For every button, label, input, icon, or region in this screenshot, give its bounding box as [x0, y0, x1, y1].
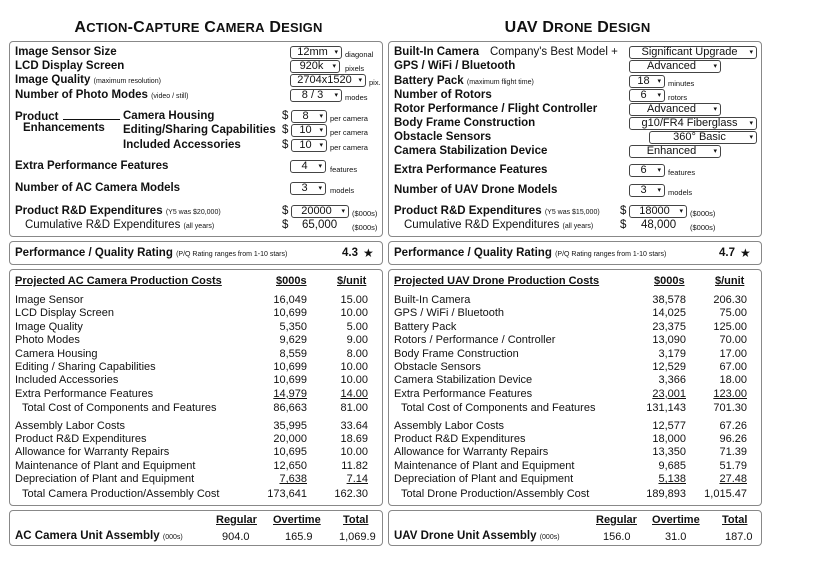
camera-design-panel: Image Sensor Size 12mm ▾ diagonal LCD Display Screen 920k ▾ pixels Image Quality (maximum resolution) 2704x1520 ▾ pix. Number of Photo Modes (video / still) 8 / 3 ▾ modes Product Enhancements Camera Housing $ 8 ▾ per camera Editing/Sharing Capabilities $ 10 ▾ per camera Included Accessories $ 10 ▾ per camera Extra Performance Features 4 ▾ features Number of AC Camera Models 3 ▾ models Product R&D Expenditures (Y5 was $20,000) $ 20000 ▾ ($000s) Cumulative R&D Expenditures (all years) $ 65,000 ($000s): [9, 41, 383, 237]
row-thousands: 9,629: [279, 334, 307, 347]
rd-select[interactable]: 18000 ▾: [629, 205, 687, 218]
star-icon: ★: [740, 246, 751, 260]
battery-select[interactable]: 18 ▾: [629, 75, 665, 88]
cumulative-rd-label: Cumulative R&D Expenditures (all years): [404, 219, 594, 231]
drone-rating-panel: [388, 241, 762, 265]
row-thousands: 35,995: [273, 419, 307, 432]
row-per-unit: 123.00: [713, 387, 747, 400]
table-row: [389, 403, 761, 415]
row-per-unit: 18.00: [719, 374, 747, 387]
chevron-down-icon: ▾: [657, 187, 661, 194]
body-label: Body Frame Construction: [394, 117, 536, 129]
row-per-unit: 75.00: [719, 307, 747, 320]
row-per-unit: 67.26: [719, 419, 747, 432]
rating-value: 4.3: [342, 247, 358, 259]
bracket-line: [63, 119, 120, 120]
stabilization-label: Camera Stabilization Device: [394, 145, 548, 157]
extra-features-select[interactable]: 6 ▾: [629, 164, 665, 177]
camera-rating-panel: [9, 241, 383, 265]
camera-label: Built-In Camera: [394, 46, 479, 58]
row-per-unit: 27.48: [719, 473, 747, 486]
table-row: [389, 421, 761, 433]
housing-select[interactable]: 8 ▾: [291, 110, 327, 123]
row-per-unit: 9.00: [346, 334, 368, 347]
rd-label: Product R&D Expenditures (Y5 was $15,000): [394, 205, 600, 217]
cumulative-rd-value: 48,000: [641, 219, 677, 231]
table-row: [389, 308, 761, 320]
table-row: [10, 349, 382, 361]
row-label: Editing / Sharing Capabilities: [15, 361, 156, 373]
row-label: Obstacle Sensors: [394, 361, 481, 373]
row-label: Included Accessories: [15, 374, 119, 387]
chevron-down-icon: ▾: [713, 148, 717, 155]
chevron-down-icon: ▾: [334, 92, 338, 99]
table-row: [10, 335, 382, 347]
assembly-overtime: 31.0: [665, 531, 687, 543]
table-row: [10, 362, 382, 374]
camera-design-title: ACTION-CAPTURE CAMERA DESIGN: [74, 19, 323, 36]
table-row: [389, 322, 761, 334]
chevron-down-icon: ▾: [657, 92, 661, 99]
row-label: Image Sensor: [15, 294, 84, 306]
sensor-label: Image Sensor Size: [15, 46, 117, 58]
row-per-unit: 10.00: [340, 307, 368, 320]
row-thousands: 38,578: [652, 294, 686, 306]
row-thousands: 10,695: [273, 446, 307, 459]
row-per-unit: 14.00: [340, 387, 368, 400]
table-row: [10, 461, 382, 473]
rating-label: Performance / Quality Rating (P/Q Rating ranges from 1-10 stars): [394, 247, 667, 259]
row-label: Assembly Labor Costs: [394, 419, 505, 432]
row-thousands: 7,638: [279, 473, 307, 486]
table-row: [389, 349, 761, 361]
row-per-unit: 11.82: [341, 459, 368, 472]
table-row: [389, 434, 761, 446]
gps-label: GPS / WiFi / Bluetooth: [394, 60, 516, 72]
accessories-select[interactable]: 10 ▾: [291, 139, 327, 152]
row-label: Body Frame Construction: [394, 347, 519, 360]
row-per-unit: 81.00: [340, 402, 368, 415]
costs-title: Projected AC Camera Production Costs: [15, 275, 222, 287]
stabilization-select[interactable]: Enhanced ▾: [629, 145, 721, 158]
sensor-size-select[interactable]: 12mm ▾: [290, 46, 342, 59]
row-thousands: 14,025: [652, 307, 686, 320]
assembly-label: UAV Drone Unit Assembly (000s): [394, 530, 560, 542]
rotors-label: Number of Rotors: [394, 89, 492, 101]
table-row: [10, 403, 382, 415]
obstacle-label: Obstacle Sensors: [394, 131, 492, 143]
drone-costs-panel: Projected UAV Drone Production Costs $000s $/unit Built-In Camera 38,578 206.30 GPS / WiFi / Bluetooth 14,025 75.00 Battery Pack 23,375 125.00 Rotors / Performance / Controller 13,090 70.00 Body Frame Construction 3,179 17.00 Obstacle Sensors 12,529 67.00 Camera Stabilization Device 3,366 18.00 Extra Performance Features 23,001 123.00 Total Cost of Components and Features 131,143 701.30 Assembly Labor Costs 12,577 67.26 Product R&D Expenditures 18,000 96.26 Allowance for Warranty Repairs 13,350 71.39 Maintenance of Plant and Equipment 9,685 51.79 Depreciation of Plant and Equipment 5,138 27.48 Total Drone Production/Assembly Cost 189,893 1,015.47: [388, 269, 762, 506]
row-per-unit: 8.00: [346, 347, 368, 360]
chevron-down-icon: ▾: [319, 127, 323, 134]
row-thousands: 189,893: [646, 487, 686, 500]
row-label: Maintenance of Plant and Equipment: [394, 459, 575, 472]
row-thousands: 13,090: [652, 334, 686, 347]
rating-value: 4.7: [719, 247, 735, 259]
table-row: [10, 489, 382, 501]
accessories-label: Included Accessories: [123, 139, 241, 151]
row-per-unit: 1,015.47: [704, 487, 747, 500]
assembly-total: 1,069.9: [339, 531, 376, 543]
chevron-down-icon: ▾: [749, 134, 753, 141]
row-thousands: 5,350: [279, 320, 307, 333]
row-thousands: 13,350: [652, 446, 686, 459]
table-row: [10, 447, 382, 459]
row-label: Extra Performance Features: [394, 387, 533, 400]
table-row: [10, 421, 382, 433]
row-thousands: 86,663: [273, 402, 307, 415]
table-row: [389, 335, 761, 347]
row-label: Depreciation of Plant and Equipment: [394, 473, 574, 486]
star-icon: ★: [363, 246, 374, 260]
chevron-down-icon: ▾: [319, 113, 323, 120]
chevron-down-icon: ▾: [318, 185, 322, 192]
gps-select[interactable]: Advanced ▾: [629, 60, 721, 73]
row-thousands: 131,143: [646, 402, 686, 415]
quality-label: Image Quality (maximum resolution): [15, 74, 161, 86]
row-per-unit: 162.30: [334, 487, 368, 500]
row-thousands: 9,685: [658, 459, 686, 472]
row-thousands: 20,000: [273, 433, 307, 445]
row-thousands: 3,366: [658, 374, 686, 387]
row-label: Product R&D Expenditures: [394, 433, 526, 445]
modes-label: Number of Photo Modes (video / still): [15, 89, 189, 101]
chevron-down-icon: ▾: [657, 167, 661, 174]
chevron-down-icon: ▾: [358, 77, 362, 84]
row-per-unit: 70.00: [719, 334, 747, 347]
table-row: [10, 474, 382, 486]
camera-select[interactable]: Significant Upgrade ▾: [629, 46, 757, 59]
row-per-unit: 71.39: [719, 446, 747, 459]
row-label: Battery Pack: [394, 320, 457, 333]
row-label: Depreciation of Plant and Equipment: [15, 473, 195, 486]
chevron-down-icon: ▾: [341, 208, 345, 215]
row-thousands: 23,375: [652, 320, 686, 333]
row-label: Photo Modes: [15, 334, 80, 347]
chevron-down-icon: ▾: [657, 78, 661, 85]
chevron-down-icon: ▾: [713, 63, 717, 70]
row-label: Maintenance of Plant and Equipment: [15, 459, 196, 472]
row-thousands: 10,699: [273, 361, 307, 373]
row-label: Allowance for Warranty Repairs: [394, 446, 549, 459]
row-per-unit: 7.14: [346, 473, 368, 486]
row-per-unit: 51.79: [719, 459, 747, 472]
row-label: Total Drone Production/Assembly Cost: [401, 487, 590, 500]
row-thousands: 18,000: [652, 433, 686, 445]
camera-assembly-panel: Regular Overtime Total AC Camera Unit Assembly (000s) 904.0 165.9 1,069.9: [9, 510, 383, 546]
row-per-unit: 206.30: [713, 294, 747, 306]
assembly-label: AC Camera Unit Assembly (000s): [15, 530, 183, 542]
chevron-down-icon: ▾: [318, 163, 322, 170]
row-thousands: 14,979: [273, 387, 307, 400]
rd-label: Product R&D Expenditures (Y5 was $20,000): [15, 205, 221, 217]
lcd-label: LCD Display Screen: [15, 60, 125, 72]
costs-title: Projected UAV Drone Production Costs: [394, 275, 600, 287]
table-row: [10, 295, 382, 307]
table-row: [10, 308, 382, 320]
row-thousands: 10,699: [273, 374, 307, 387]
models-select[interactable]: 3 ▾: [290, 182, 326, 195]
chevron-down-icon: ▾: [749, 49, 753, 56]
row-thousands: 12,650: [273, 459, 307, 472]
row-label: Rotors / Performance / Controller: [394, 334, 556, 347]
row-thousands: 10,699: [273, 307, 307, 320]
row-per-unit: 10.00: [340, 374, 368, 387]
row-label: LCD Display Screen: [15, 307, 115, 320]
assembly-regular: 156.0: [603, 531, 631, 543]
table-row: [10, 434, 382, 446]
chevron-down-icon: ▾: [749, 120, 753, 127]
row-per-unit: 33.64: [340, 419, 368, 432]
row-label: Extra Performance Features: [15, 387, 154, 400]
chevron-down-icon: ▾: [319, 142, 323, 149]
row-per-unit: 18.69: [340, 433, 368, 445]
camera-costs-panel: Projected AC Camera Production Costs $000s $/unit Image Sensor 16,049 15.00 LCD Display Screen 10,699 10.00 Image Quality 5,350 5.00 Photo Modes 9,629 9.00 Camera Housing 8,559 8.00 Editing / Sharing Capabilities 10,699 10.00 Included Accessories 10,699 10.00 Extra Performance Features 14,979 14.00 Total Cost of Components and Features 86,663 81.00 Assembly Labor Costs 35,995 33.64 Product R&D Expenditures 20,000 18.69 Allowance for Warranty Repairs 10,695 10.00 Maintenance of Plant and Equipment 12,650 11.82 Depreciation of Plant and Equipment 7,638 7.14 Total Camera Production/Assembly Cost 173,641 162.30: [9, 269, 383, 506]
row-label: GPS / WiFi / Bluetooth: [394, 307, 505, 320]
table-row: [389, 447, 761, 459]
rating-label: Performance / Quality Rating (P/Q Rating ranges from 1-10 stars): [15, 247, 288, 259]
extra-features-select[interactable]: 4 ▾: [290, 160, 326, 173]
row-label: Camera Housing: [15, 347, 98, 360]
row-label: Total Camera Production/Assembly Cost: [22, 487, 220, 500]
row-thousands: 12,577: [652, 419, 686, 432]
table-row: [389, 461, 761, 473]
editing-label: Editing/Sharing Capabilities: [123, 124, 276, 136]
table-row: [389, 489, 761, 501]
row-label: Camera Stabilization Device: [394, 374, 533, 387]
row-label: Allowance for Warranty Repairs: [15, 446, 170, 459]
extra-features-label: Extra Performance Features: [15, 160, 169, 172]
editing-select[interactable]: 10 ▾: [291, 124, 327, 137]
row-per-unit: 701.30: [713, 402, 747, 415]
row-thousands: 3,179: [658, 347, 686, 360]
table-row: [389, 362, 761, 374]
row-label: Built-In Camera: [394, 294, 471, 306]
chevron-down-icon: ▾: [713, 106, 717, 113]
drone-assembly-panel: Regular Overtime Total UAV Drone Unit Assembly (000s) 156.0 31.0 187.0: [388, 510, 762, 546]
cumulative-rd-label: Cumulative R&D Expenditures (all years): [25, 219, 215, 231]
table-row: [389, 375, 761, 387]
chevron-down-icon: ▾: [679, 208, 683, 215]
battery-label: Battery Pack (maximum flight time): [394, 75, 534, 87]
row-label: Product R&D Expenditures: [15, 433, 147, 445]
housing-label: Camera Housing: [123, 110, 215, 122]
quality-select[interactable]: 2704x1520 ▾: [290, 74, 366, 87]
assembly-total: 187.0: [725, 531, 753, 543]
modes-select[interactable]: 8 / 3 ▾: [290, 89, 342, 102]
row-per-unit: 125.00: [713, 320, 747, 333]
obstacle-select[interactable]: 360° Basic ▾: [649, 131, 757, 144]
assembly-regular: 904.0: [222, 531, 250, 543]
performance-label: Rotor Performance / Flight Controller: [394, 103, 598, 115]
table-row: [10, 375, 382, 387]
drone-design-panel: Built-In Camera Company's Best Model + Significant Upgrade ▾ GPS / WiFi / Bluetooth Advanced ▾ Battery Pack (maximum flight time) 18 ▾ minutes Number of Rotors 6 ▾ rotors Rotor Performance / Flight Controller Advanced ▾ Body Frame Construction g10/FR4 Fiberglass ▾ Obstacle Sensors 360° Basic ▾ Camera Stabilization Device Enhanced ▾ Extra Performance Features 6 ▾ features Number of UAV Drone Models 3 ▾ models Product R&D Expenditures (Y5 was $15,000) $ 18000 ▾ ($000s) Cumulative R&D Expenditures (all years) $ 48,000 ($000s): [388, 41, 762, 237]
table-row: [389, 474, 761, 486]
performance-select[interactable]: Advanced ▾: [629, 103, 721, 116]
row-thousands: 12,529: [652, 361, 686, 373]
row-label: Assembly Labor Costs: [15, 419, 126, 432]
row-label: Image Quality: [15, 320, 83, 333]
rd-select[interactable]: 20000 ▾: [291, 205, 349, 218]
chevron-down-icon: ▾: [332, 63, 336, 70]
row-thousands: 5,138: [658, 473, 686, 486]
extra-features-label: Extra Performance Features: [394, 164, 548, 176]
row-per-unit: 5.00: [346, 320, 368, 333]
table-row: [389, 389, 761, 401]
models-label: Number of UAV Drone Models: [394, 184, 558, 196]
row-per-unit: 15.00: [340, 294, 368, 306]
table-row: [10, 389, 382, 401]
rotors-select[interactable]: 6 ▾: [629, 89, 665, 102]
row-label: Total Cost of Components and Features: [401, 402, 596, 415]
row-per-unit: 10.00: [340, 446, 368, 459]
row-per-unit: 67.00: [719, 361, 747, 373]
row-per-unit: 96.26: [719, 433, 747, 445]
row-thousands: 8,559: [279, 347, 307, 360]
models-label: Number of AC Camera Models: [15, 182, 181, 194]
row-label: Total Cost of Components and Features: [22, 402, 217, 415]
models-select[interactable]: 3 ▾: [629, 184, 665, 197]
row-per-unit: 17.00: [719, 347, 747, 360]
table-row: [389, 295, 761, 307]
assembly-overtime: 165.9: [285, 531, 313, 543]
row-thousands: 16,049: [273, 294, 307, 306]
chevron-down-icon: ▾: [334, 49, 338, 56]
row-thousands: 173,641: [267, 487, 307, 500]
cumulative-rd-value: 65,000: [302, 219, 338, 231]
row-thousands: 23,001: [652, 387, 686, 400]
body-select[interactable]: g10/FR4 Fiberglass ▾: [629, 117, 757, 130]
row-per-unit: 10.00: [340, 361, 368, 373]
enhancements-label: Product: [15, 111, 59, 123]
table-row: [10, 322, 382, 334]
drone-design-title: UAV DRONE DESIGN: [504, 19, 651, 36]
lcd-select[interactable]: 920k ▾: [290, 60, 340, 73]
